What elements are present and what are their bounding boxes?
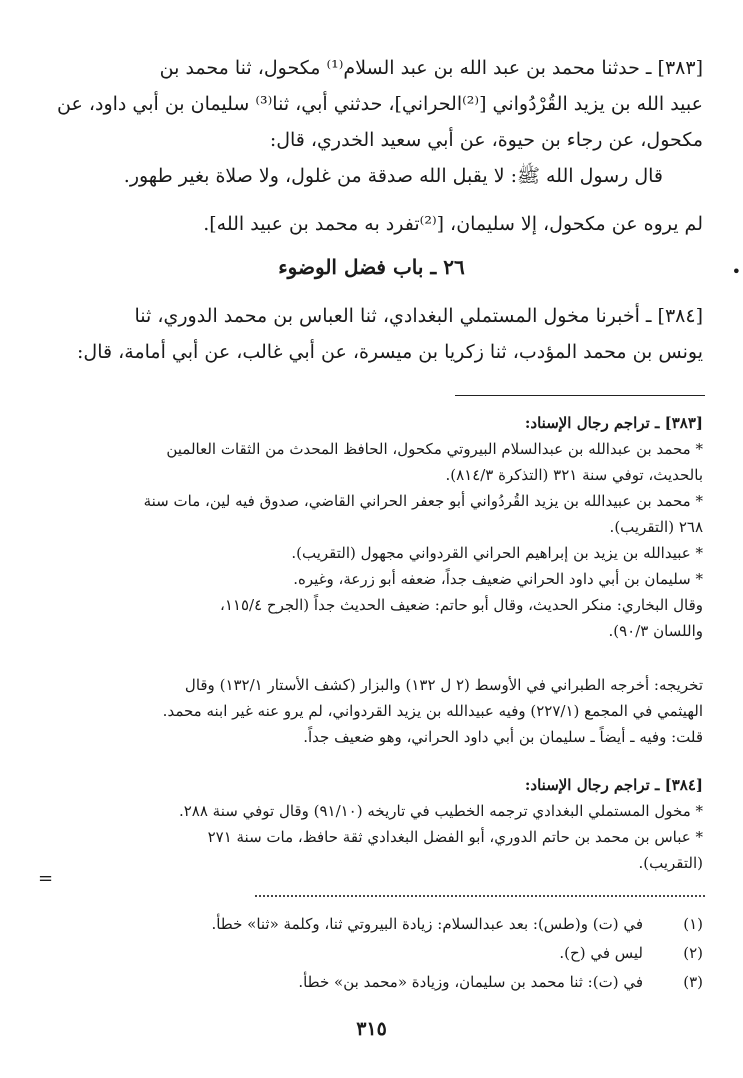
- footnote-3: [40, 968, 703, 997]
- notes-separator: [455, 395, 705, 396]
- footnote-text: في (ت): ثنا محمد بن سليمان، وزيادة «محمد بن» خطأ.: [298, 973, 643, 991]
- footnote-number: (١): [683, 915, 703, 933]
- footnote-separator: [255, 895, 705, 897]
- hadith-383-comment: [40, 206, 703, 242]
- hadith-383-line-2: عبيد الله بن يزيد القُرْدُواني [⁽²⁾الحراني]، حدثني أبي، ثنا⁽³⁾ سليمان بن أبي داود، عن: [57, 93, 703, 115]
- notes-383-line: واللسان ٩٠/٣).: [608, 622, 703, 640]
- notes-384-narrators: [40, 772, 703, 876]
- hadith-383-line-1: [٣٨٣] ـ حدثنا محمد بن عبد الله بن عبد السلام⁽¹⁾ مكحول، ثنا محمد بن: [159, 57, 703, 79]
- notes-383-line: وقال البخاري: منكر الحديث، وقال أبو حاتم: ضعيف الحديث جداً (الجرح ١١٥/٤،: [220, 596, 703, 614]
- notes-384-heading: [٣٨٤] ـ تراجم رجال الإسناد:: [524, 776, 703, 794]
- takhrij-line: الهيثمي في المجمع (٢٢٧/١) وفيه عبيدالله بن يزيد القردواني، لم يرو عنه غير ابنه محمد.: [162, 702, 703, 720]
- footnote-2: [40, 939, 703, 968]
- notes-384-line: * مخول المستملي البغدادي ترجمه الخطيب في تاريخه (٩١/١٠) وقال توفي سنة ٢٨٨.: [178, 802, 703, 820]
- notes-383-line: بالحديث، توفي سنة ٣٢١ (التذكرة ٨١٤/٣).: [445, 466, 703, 484]
- hadith-383-comment-text: لم يروه عن مكحول، إلا سليمان، [⁽²⁾تفرد به محمد بن عبيد الله].: [203, 213, 703, 235]
- footnote-1: [40, 910, 703, 939]
- footnote-number: (٣): [683, 973, 703, 991]
- notes-383-heading: [٣٨٣] ـ تراجم رجال الإسناد:: [524, 414, 703, 432]
- notes-384-line: (التقريب).: [638, 854, 703, 872]
- notes-383-line: * محمد بن عبيدالله بن يزيد القُردُواني أبو جعفر الحراني القاضي، صدوق فيه لين، مات سنة: [143, 492, 703, 510]
- notes-383-line: * سليمان بن أبي داود الحراني ضعيف جداً، ضعفه أبو زرعة، وغيره.: [293, 570, 703, 588]
- footnote-text: في (ت) و(طس): بعد عبدالسلام: زيادة البيروتي ثنا، وكلمة «ثنا» خطأ.: [211, 915, 643, 933]
- footnotes: [40, 910, 703, 997]
- takhrij-line: قلت: وفيه ـ أيضاً ـ سليمان بن أبي داود الحراني، وهو ضعيف جداً.: [303, 728, 703, 746]
- hadith-383-line-3: مكحول، عن رجاء بن حيوة، عن أبي سعيد الخدري، قال:: [269, 129, 703, 151]
- notes-383-line: ٢٦٨ (التقريب).: [609, 518, 703, 536]
- notes-383-narrators: [40, 410, 703, 644]
- hadith-384: [40, 298, 703, 370]
- takhrij-line: تخريجه: أخرجه الطبراني في الأوسط (٢ ل ١٣٢) والبزار (كشف الأستار ١٣٢/١) وقال: [184, 676, 703, 694]
- notes-384-line: * عباس بن محمد بن حاتم الدوري، أبو الفضل البغدادي ثقة حافظ، مات سنة ٢٧١: [207, 828, 703, 846]
- hadith-384-line-2: يونس بن محمد المؤدب، ثنا زكريا بن ميسرة، عن أبي غالب، عن أبي أمامة، قال:: [77, 341, 703, 363]
- continuation-mark: =: [38, 868, 54, 889]
- margin-dot: •: [731, 262, 741, 281]
- notes-383-line: * محمد بن عبدالله بن عبدالسلام البيروتي مكحول، الحافظ المحدث من الثقات العالمين: [166, 440, 703, 458]
- hadith-383: [40, 50, 703, 158]
- hadith-384-line-1: [٣٨٤] ـ أخبرنا مخول المستملي البغدادي، ثنا العباس بن محمد الدوري، ثنا: [134, 305, 703, 327]
- footnote-text: ليس في (ح).: [559, 944, 643, 962]
- takhrij-383: [40, 672, 703, 750]
- footnote-number: (٢): [683, 944, 703, 962]
- page-number: ٣١٥: [356, 1018, 387, 1040]
- chapter-title: ٢٦ ـ باب فضل الوضوء: [278, 255, 465, 279]
- hadith-383-matn-text: قال رسول الله ﷺ: لا يقبل الله صدقة من غلول، ولا صلاة بغير طهور.: [123, 165, 663, 187]
- hadith-383-matn: [40, 158, 663, 194]
- notes-383-line: * عبيدالله بن يزيد بن إبراهيم الحراني القردواني مجهول (التقريب).: [291, 544, 703, 562]
